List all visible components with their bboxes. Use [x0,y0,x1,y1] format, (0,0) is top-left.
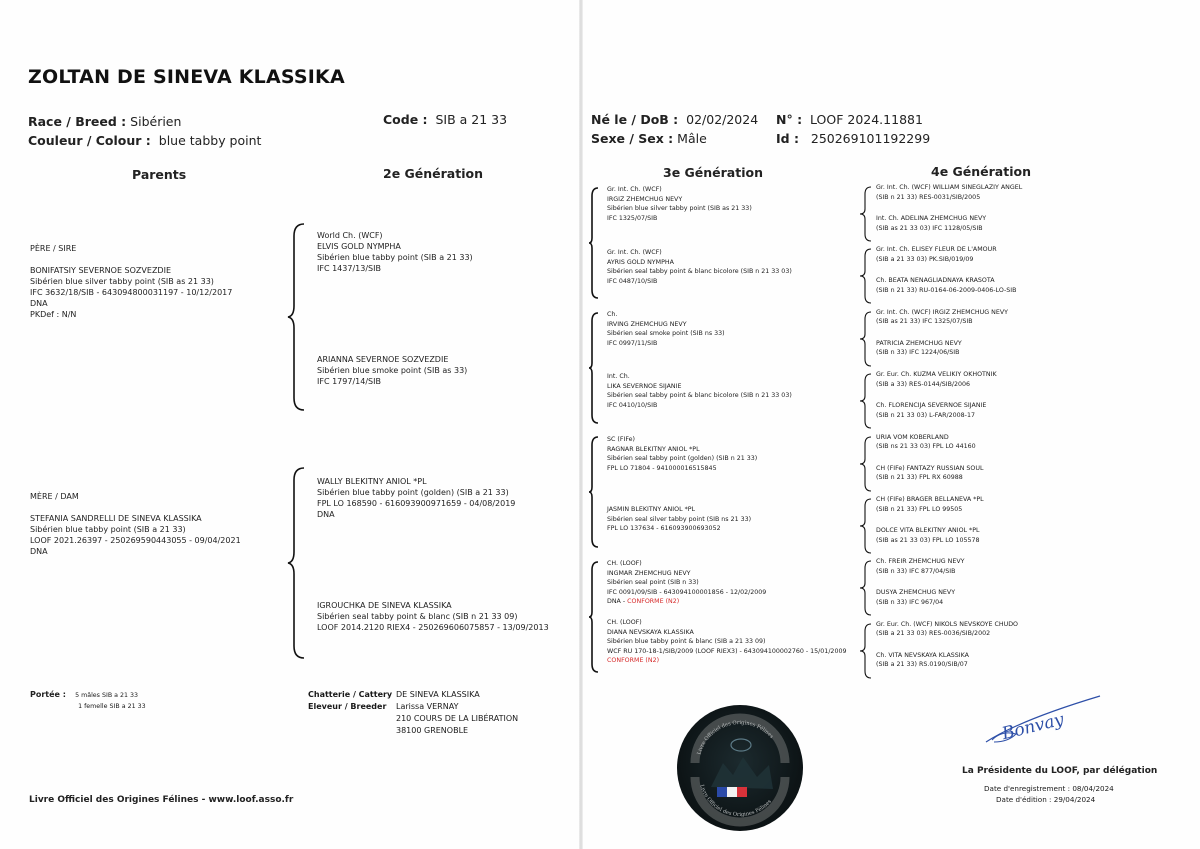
dam-block [30,491,241,557]
gen4-registration: (SIB a 21 33 03) PK.SIB/019/09 [876,255,974,263]
gen3-8-reg: WCF RU 170-18-1/SIB/2009 (LOOF RIEX3) - 643094100002760 - 15/01/2009 [607,647,847,655]
gen3-6-reg: FPL LO 137634 - 616093900693052 [607,525,721,532]
gen4-entry [876,557,965,576]
gen4-name: Ch. FREIR ZHEMCHUG NEVY [876,558,965,566]
gen4-entry [876,651,969,670]
gen3-8-conforme-badge: CONFORME (N2) [607,657,660,664]
loof-seal [677,705,803,831]
number-value: LOOF 2024.11881 [810,112,923,127]
dob-value: 02/02/2024 [686,112,759,127]
gen2-3-dna: DNA [317,510,335,519]
gen2-entry-1 [317,230,473,274]
brace-dam-parents [286,466,306,660]
gen3-2-colour: Sibérien seal tabby point & blanc bicolore (SIB n 21 33 03) [607,268,792,275]
gen4-registration: (SIB n 21 33) FPL LO 99505 [876,505,963,513]
gen2-3-colour: Sibérien blue tabby point (golden) (SIB a 21 33) [317,488,509,497]
id-row [776,131,930,146]
breed-value: Sibérien [130,114,182,129]
breeder-street: 210 COURS DE LA LIBÉRATION [396,714,519,723]
gen4-name: Gr. Int. Ch. (WCF) IRGIZ ZHEMCHUG NEVY [876,308,1008,316]
gen4-name: URIA VOM KOBERLAND [876,433,949,441]
colour-label: Couleur / Colour : [28,133,151,148]
gen4-name: PATRICIA ZHEMCHUG NEVY [876,339,962,347]
brace-gen4 [858,559,874,617]
gen4-registration: (SIB as 21 33 03) IFC 1128/05/SIB [876,224,983,232]
gen4-entry [876,245,997,264]
column-heading-parents: Parents [132,167,187,182]
gen2-4-reg: LOOF 2014.2120 RIEX4 - 250269606075857 - 13/09/2013 [317,623,549,632]
number-row [776,112,923,127]
gen3-1-title: Gr. Int. Ch. (WCF) [607,186,662,193]
gen4-entry [876,464,984,483]
brace-gen3-2 [588,311,600,425]
gen3-5-title: SC (FIFe) [607,436,635,443]
sire-pkdef: PKDef : N/N [30,310,77,319]
gen4-entry [876,588,955,607]
code-label: Code : [383,112,428,127]
gen2-entry-4 [317,600,549,633]
brace-gen4 [858,435,874,493]
gen4-registration: (SIB a 33) RES-0144/SIB/2006 [876,380,971,388]
cattery-labels [308,689,392,713]
gen3-8-colour: Sibérien blue tabby point & blanc (SIB a 21 33 09) [607,638,766,645]
gen3-3-title: Ch. [607,311,618,318]
gen3-1-name: IRGIZ ZHEMCHUG NEVY [607,195,683,203]
column-heading-gen2: 2e Génération [383,166,483,181]
gen3-8-name: DIANA NEVSKAYA KLASSIKA [607,628,694,636]
sire-dna: DNA [30,299,48,308]
gen3-entry-3 [607,310,725,348]
gen2-2-colour: Sibérien blue smoke point (SIB as 33) [317,366,468,375]
signatory-title: La Présidente du LOOF, par délégation [962,766,1158,776]
gen3-1-colour: Sibérien blue silver tabby point (SIB as 21 33) [607,205,752,212]
gen4-name: Ch. VITA NEVSKAYA KLASSIKA [876,651,969,659]
gen4-name: Gr. Eur. Ch. KUZMA VELIKIY OKHOTNIK [876,371,997,379]
colour-value: blue tabby point [158,133,262,148]
dam-colour: Sibérien blue tabby point (SIB a 21 33) [30,525,186,534]
gen3-4-colour: Sibérien seal tabby point & blanc bicolore (SIB n 21 33 03) [607,392,792,399]
breeder-city: 38100 GRENOBLE [396,726,469,735]
gen3-2-title: Gr. Int. Ch. (WCF) [607,249,662,256]
breed-label: Race / Breed : [28,114,127,129]
gen3-3-colour: Sibérien seal smoke point (SIB ns 33) [607,330,725,337]
gen4-registration: (SIB n 21 33) FPL RX 60988 [876,474,963,482]
gen3-entry-4 [607,372,792,410]
litter-label: Portée : [30,690,66,699]
gen3-7-title: CH. (LOOF) [607,560,642,567]
dam-dna: DNA [30,547,48,556]
gen3-5-reg: FPL LO 71804 - 941000016515845 [607,464,717,472]
gen4-entry [876,401,986,420]
gen4-entry [876,620,1018,639]
gen3-7-conforme-badge: CONFORME (N2) [627,598,680,605]
cattery-name: DE SINEVA KLASSIKA [396,690,480,699]
breeder-label: Eleveur / Breeder [308,702,387,711]
code-value: SIB a 21 33 [435,112,508,127]
gen4-registration: (SIB a 21 33 03) RES-0036/SIB/2002 [876,630,991,638]
sire-registration: IFC 3632/18/SIB - 643094800031197 - 10/12/2017 [30,288,233,297]
gen4-name: Gr. Eur. Ch. (WCF) NIKOLS NEVSKOYE CHUDO [876,620,1019,628]
gen3-5-name: RAGNAR BLEKITNY ANIOL *PL [607,445,700,453]
gen2-2-reg: IFC 1797/14/SIB [317,377,381,386]
gen4-entry [876,370,997,389]
gen2-entry-2 [317,354,467,387]
gen3-4-name: LIKA SEVERNOE SIJANIE [607,382,682,390]
gen3-7-dna-line: DNA - CONFORME (N2) [607,598,680,605]
gen2-1-reg: IFC 1437/13/SIB [317,264,381,273]
gen3-7-reg: IFC 0091/09/SIB - 643094100001856 - 12/02/2009 [607,588,767,596]
registration-date: Date d'enregistrement : 08/04/2024 [984,784,1114,793]
org-footer: Livre Officiel des Origines Félines - www.loof.asso.fr [29,795,294,805]
sex-row [591,131,707,146]
gen3-2-name: AYRIS GOLD NYMPHA [607,258,674,266]
gen4-entry [876,183,1022,202]
gen4-name: DUSYA ZHEMCHUG NEVY [876,589,956,597]
brace-gen4 [858,497,874,555]
gen4-registration: (SIB n 33) IFC 967/04 [876,598,944,606]
signature-text: Bonvay [999,709,1066,745]
gen4-registration: (SIB as 21 33 03) FPL LO 105578 [876,536,980,544]
dam-registration: LOOF 2021.26397 - 250269590443055 - 09/04/2021 [30,536,241,545]
gen4-name: Ch. FLORENCIJA SEVERNOE SIJANIE [876,402,987,410]
breeder-name: Larissa VERNAY [396,702,459,711]
litter-block [30,690,146,712]
gen4-name: Gr. Int. Ch. ELISEY FLEUR DE L'AMOUR [876,246,997,254]
litter-males: 5 mâles SIB a 21 33 [75,692,139,699]
cat-name: ZOLTAN DE SINEVA KLASSIKA [28,66,345,88]
gen4-entry [876,339,962,358]
gen3-3-name: IRVING ZHEMCHUG NEVY [607,320,687,328]
gen3-8-title: CH. (LOOF) [607,619,642,626]
gen3-1-reg: IFC 1325/07/SIB [607,214,658,222]
cattery-label: Chatterie / Cattery [308,690,393,699]
gen3-7-name: INGMAR ZHEMCHUG NEVY [607,569,691,577]
column-heading-gen3: 3e Génération [663,165,763,180]
gen4-registration: (SIB n 21 33) RU-0164-06-2009-0406-LO-SIB [876,286,1017,294]
gen3-entry-1 [607,185,752,223]
gen3-entry-5 [607,435,757,473]
seal-artwork [677,705,803,831]
brace-gen4 [858,622,874,680]
gen4-entry [876,495,984,514]
gen2-4-name: IGROUCHKA DE SINEVA KLASSIKA [317,601,452,610]
breed-row [28,114,181,129]
gen3-7-colour: Sibérien seal point (SIB n 33) [607,579,699,586]
page-fold [579,0,583,849]
gen4-registration: (SIB a 21 33) RS.0190/SIB/07 [876,661,968,669]
gen3-entry-6 [607,505,751,534]
gen4-registration: (SIB n 33) IFC 1224/06/SIB [876,349,960,357]
seal-bottom-text: Livre Officiel des Origines Félines [698,784,773,819]
litter-females: 1 femelle SIB a 21 33 [78,703,146,710]
gen3-5-colour: Sibérien seal tabby point (golden) (SIB n 21 33) [607,455,758,462]
code-row [383,112,507,127]
gen4-registration: (SIB n 21 33 03) L-FAR/2008-17 [876,411,975,419]
brace-gen3-1 [588,186,600,300]
gen4-entry [876,433,976,452]
seal-flag [717,787,747,797]
gen4-name: Gr. Int. Ch. (WCF) WILLIAM SINEGLAZIY ANGEL [876,184,1023,191]
brace-gen4 [858,372,874,430]
gen4-entry [876,526,980,545]
brace-gen3-4 [588,560,600,674]
id-label: Id : [776,131,799,146]
gen3-6-name: JASMIN BLEKITNY ANIOL *PL [607,506,696,513]
gen3-6-colour: Sibérien seal silver tabby point (SIB ns 21 33) [607,515,752,523]
gen4-registration: (SIB ns 21 33 03) FPL LO 44160 [876,443,976,451]
id-value: 250269101192299 [810,131,931,146]
gen2-1-name: ELVIS GOLD NYMPHA [317,242,401,251]
gen2-3-reg: FPL LO 168590 - 616093900971659 - 04/08/2019 [317,499,516,508]
gen3-entry-8 [607,618,846,666]
brace-gen3-3 [588,435,600,549]
sire-block [30,243,232,320]
cattery-values [396,689,518,737]
gen2-entry-3 [317,476,515,520]
edition-date: Date d'édition : 29/04/2024 [996,795,1096,804]
seal-top-text: Livre Officiel des Origines Félines [696,719,775,756]
dob-label: Né le / DoB : [591,112,679,127]
gen4-name: Ch. BEATA NENAGLIADNAYA KRASOTA [876,277,995,285]
gen4-entry [876,276,1016,295]
gen4-entry [876,214,986,233]
brace-sire-parents [286,222,306,412]
dob-row [591,112,758,127]
gen2-1-title: World Ch. (WCF) [317,231,383,240]
gen4-name: CH (FIFe) BRAGER BELLANEVA *PL [876,496,984,503]
sex-label: Sexe / Sex : [591,131,674,146]
column-heading-gen4: 4e Génération [931,164,1031,179]
gen2-4-colour: Sibérien seal tabby point & blanc (SIB n 21 33 09) [317,612,518,621]
gen4-registration: (SIB as 21 33) IFC 1325/07/SIB [876,318,973,326]
brace-gen4 [858,247,874,305]
gen4-registration: (SIB n 33) IFC 877/04/SIB [876,567,956,575]
gen4-name: Int. Ch. ADELINA ZHEMCHUG NEVY [876,215,987,222]
gen2-2-name: ARIANNA SEVERNOE SOZVEZDIE [317,355,449,364]
gen4-registration: (SIB n 21 33) RES-0031/SIB/2005 [876,193,981,201]
gen3-entry-2 [607,248,792,286]
gen3-entry-7 [607,559,766,607]
sire-label: PÈRE / SIRE [30,244,77,253]
sire-name: BONIFATSIY SEVERNOE SOZVEZDIE [30,266,171,275]
gen3-4-reg: IFC 0410/10/SIB [607,401,658,409]
gen3-2-reg: IFC 0487/10/SIB [607,277,658,285]
gen2-3-name: WALLY BLEKITNY ANIOL *PL [317,477,427,486]
gen4-entry [876,308,1008,327]
gen3-7-dna: DNA [607,598,621,605]
brace-gen4 [858,185,874,243]
gen4-name: CH (FIFe) FANTAZY RUSSIAN SOUL [876,464,984,472]
sire-colour: Sibérien blue silver tabby point (SIB as 21 33) [30,277,214,286]
colour-row [28,133,261,148]
gen3-3-reg: IFC 0997/11/SIB [607,339,658,347]
gen3-4-title: Int. Ch. [607,373,630,380]
brace-gen4 [858,310,874,368]
dam-name: STEFANIA SANDRELLI DE SINEVA KLASSIKA [30,514,202,523]
president-signature [980,690,1110,750]
gen4-name: DOLCE VITA BLEKITNY ANIOL *PL [876,527,980,534]
gen2-1-colour: Sibérien blue tabby point (SIB a 21 33) [317,253,473,262]
sex-value: Mâle [677,131,707,146]
dam-label: MÈRE / DAM [30,492,79,501]
number-label: N° : [776,112,803,127]
